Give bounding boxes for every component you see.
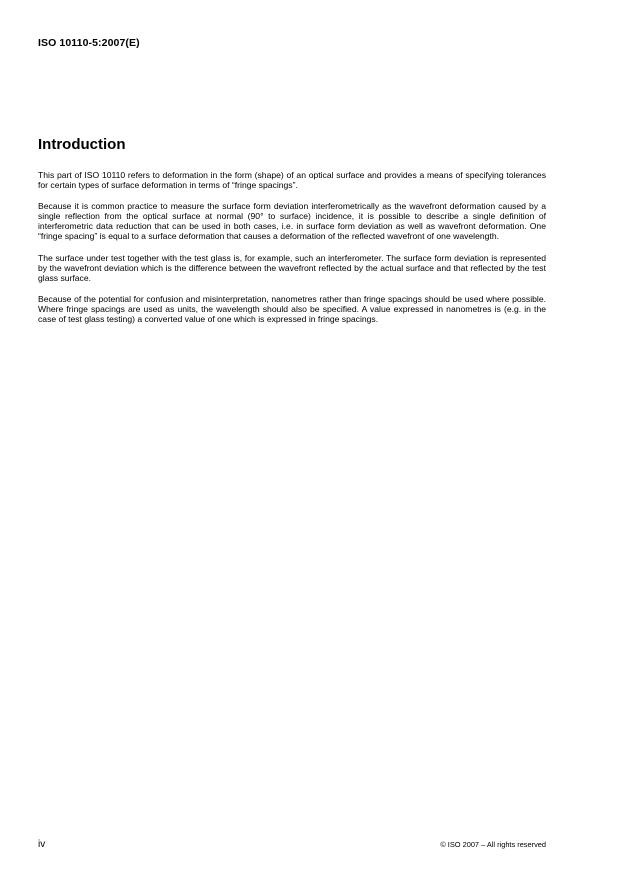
paragraph-3: The surface under test together with the test glass is, for example, such an interferometer. The surface form deviation is represented by the wavefront deviation which is the difference between the wavefront reflected by the actual surface and that reflected by the test glass surface. [38, 252, 546, 283]
paragraph-1: This part of ISO 10110 refers to deformation in the form (shape) of an optical surface and provides a means of specifying tolerances for certain types of surface deformation in terms of “fringe spacings”. [38, 170, 546, 191]
copyright-notice: © ISO 2007 – All rights reserved [440, 840, 546, 849]
document-id-header: ISO 10110-5:2007(E) [38, 37, 140, 49]
paragraph-4: Because of the potential for confusion and misinterpretation, nanometres rather than fringe spacings should be used where possible. Where fringe spacings are used as units, the wavelength should also be specified. A value expressed in nanometres is (e.g. in the case of test glass testing) a converted value of one which is expressed in fringe spacings. [38, 293, 546, 325]
introduction-body [38, 170, 546, 335]
page-number: iv [38, 839, 46, 850]
paragraph-2: Because it is common practice to measure the surface form deviation interferometrically as the wavefront deformation caused by a single reflection from the optical surface at normal (90° to surface) incidence, it is possible to describe a single definition of interferometric data reduction that can be used in both cases, i.e. in surface form deviation as well as wavefront deformation. One “fringe spacing” is equal to a surface deformation that causes a deformation of the reflected wavefront of one wavelength. [38, 201, 546, 242]
section-title: Introduction [38, 136, 126, 153]
